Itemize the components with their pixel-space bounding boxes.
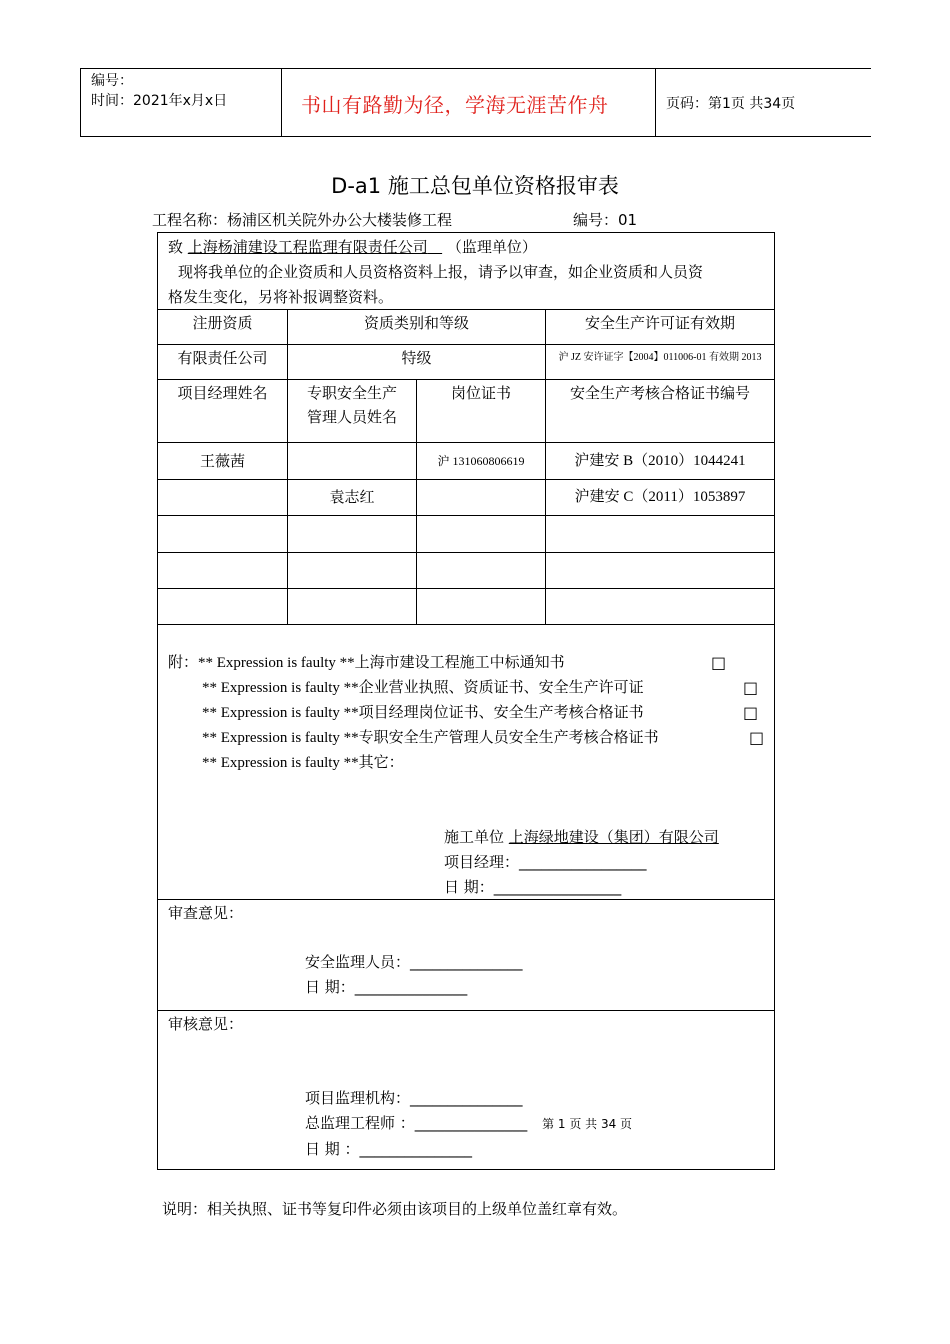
attachment-item (168, 651, 659, 676)
supervisor-suffix: （监理单位） (446, 238, 537, 256)
to-label: 致 (168, 238, 184, 256)
contractor-block (444, 825, 719, 900)
checkbox[interactable]: □ (743, 703, 759, 722)
attachment-list (168, 651, 659, 776)
page-title: D-a1 施工总包单位资格报审表 (331, 174, 619, 198)
attachment-item (168, 751, 659, 776)
col-header-post-cert: 岗位证书 (450, 384, 511, 402)
page-note: 第 1 页 共 34 页 (542, 1117, 633, 1131)
audit-sign-block (305, 1086, 632, 1162)
audit-title: 审核意见： (168, 1015, 244, 1033)
manager-name: 王薇茜 (199, 452, 245, 470)
attach-text: ** Expression is faulty **专职安全生产管理人员安全生产考核合格证书 (202, 730, 659, 746)
supervisor-company: 上海杨浦建设工程监理有限责任公司 (187, 238, 428, 256)
chief-sign-line[interactable]: _______________ (414, 1114, 528, 1132)
manager-label: 项目经理： (444, 853, 520, 871)
license-value: 沪 JZ 安许证字【2004】011006-01 有效期 2013 (558, 352, 762, 363)
attach-text: ** Expression is faulty **企业营业执照、资质证书、安全生产许可证 (202, 680, 644, 696)
col-header-exam-cert: 安全生产考核合格证书编号 (569, 384, 750, 402)
date-sign-line[interactable]: _______________ (354, 978, 468, 996)
page-header (80, 68, 871, 137)
org-label: 项目监理机构： (305, 1089, 411, 1107)
doc-number-label: 编号： (91, 73, 133, 89)
footnote: 说明：相关执照、证书等复印件必须由该项目的上级单位盖红章有效。 (162, 1200, 628, 1218)
attachment-item (168, 701, 659, 726)
col-header-registration: 注册资质 (192, 314, 253, 332)
supervisor-sign-line[interactable]: _______________ (410, 953, 523, 971)
attach-text: ** Expression is faulty **上海市建设工程施工中标通知书 (198, 655, 565, 671)
manager-sign-line[interactable]: _________________ (519, 853, 647, 871)
post-cert-number: 沪 131060806619 (437, 454, 525, 468)
page-code: 页码：第1页 共34页 (666, 96, 796, 112)
header-divider (281, 69, 282, 136)
col-header-manager: 项目经理姓名 (177, 384, 268, 402)
date-sign-line[interactable]: _________________ (493, 878, 622, 896)
attachment-item (168, 676, 659, 701)
checkbox[interactable]: □ (743, 678, 759, 697)
col-header-safety-staff (288, 381, 416, 429)
checkbox[interactable]: □ (749, 728, 765, 747)
project-name: 工程名称：杨浦区机关院外办公大楼装修工程 (152, 211, 453, 229)
attach-text: ** Expression is faulty **项目经理岗位证书、安全生产考核合格证书 (202, 705, 644, 721)
header-divider (655, 69, 656, 136)
checkbox[interactable]: □ (711, 653, 727, 672)
date-label: 日 期： (444, 878, 494, 896)
review-sign-block (305, 950, 523, 1000)
doc-time: 时间：2021年x月x日 (91, 93, 228, 109)
org-sign-line[interactable]: _______________ (410, 1089, 523, 1107)
col-header-category: 资质类别和等级 (363, 314, 469, 332)
registration-value: 有限责任公司 (177, 349, 268, 367)
review-title: 审查意见： (168, 904, 244, 922)
date-sign-line[interactable]: _______________ (359, 1140, 473, 1158)
qualification-form (157, 232, 775, 1170)
header-line: 专职安全生产 (306, 384, 397, 402)
chief-label: 总监理工程师 ： (305, 1114, 415, 1132)
supervisor-label: 安全监理人员： (305, 953, 411, 971)
date-label: 日 期： (305, 978, 355, 996)
addressee-line (168, 235, 537, 259)
form-code: 编号：01 (573, 211, 638, 229)
exam-cert-number: 沪建安 C（2011）1053897 (574, 489, 746, 505)
exam-cert-number: 沪建安 B（2010）1044241 (574, 453, 746, 469)
attach-text: ** Expression is faulty **其它： (202, 755, 404, 771)
category-value: 特级 (401, 349, 432, 367)
attach-prefix: 附： (168, 655, 199, 671)
attachment-item (168, 726, 659, 751)
motto: 书山有路勤为径，学海无涯苦作舟 (301, 93, 609, 117)
safety-staff-name: 袁志红 (329, 488, 375, 506)
body-line: 格发生变化，另将补报调整资料。 (168, 288, 394, 306)
col-header-license: 安全生产许可证有效期 (584, 314, 735, 332)
addressee-body (168, 260, 768, 310)
unit-name: 上海绿地建设（集团）有限公司 (508, 828, 719, 846)
date-label: 日 期 ： (305, 1140, 360, 1158)
header-line: 管理人员姓名 (306, 408, 397, 426)
body-line: 现将我单位的企业资质和人员资格资料上报，请予以审查，如企业资质和人员资 (178, 263, 704, 281)
unit-label: 施工单位 (444, 828, 505, 846)
header-meta (91, 71, 227, 111)
